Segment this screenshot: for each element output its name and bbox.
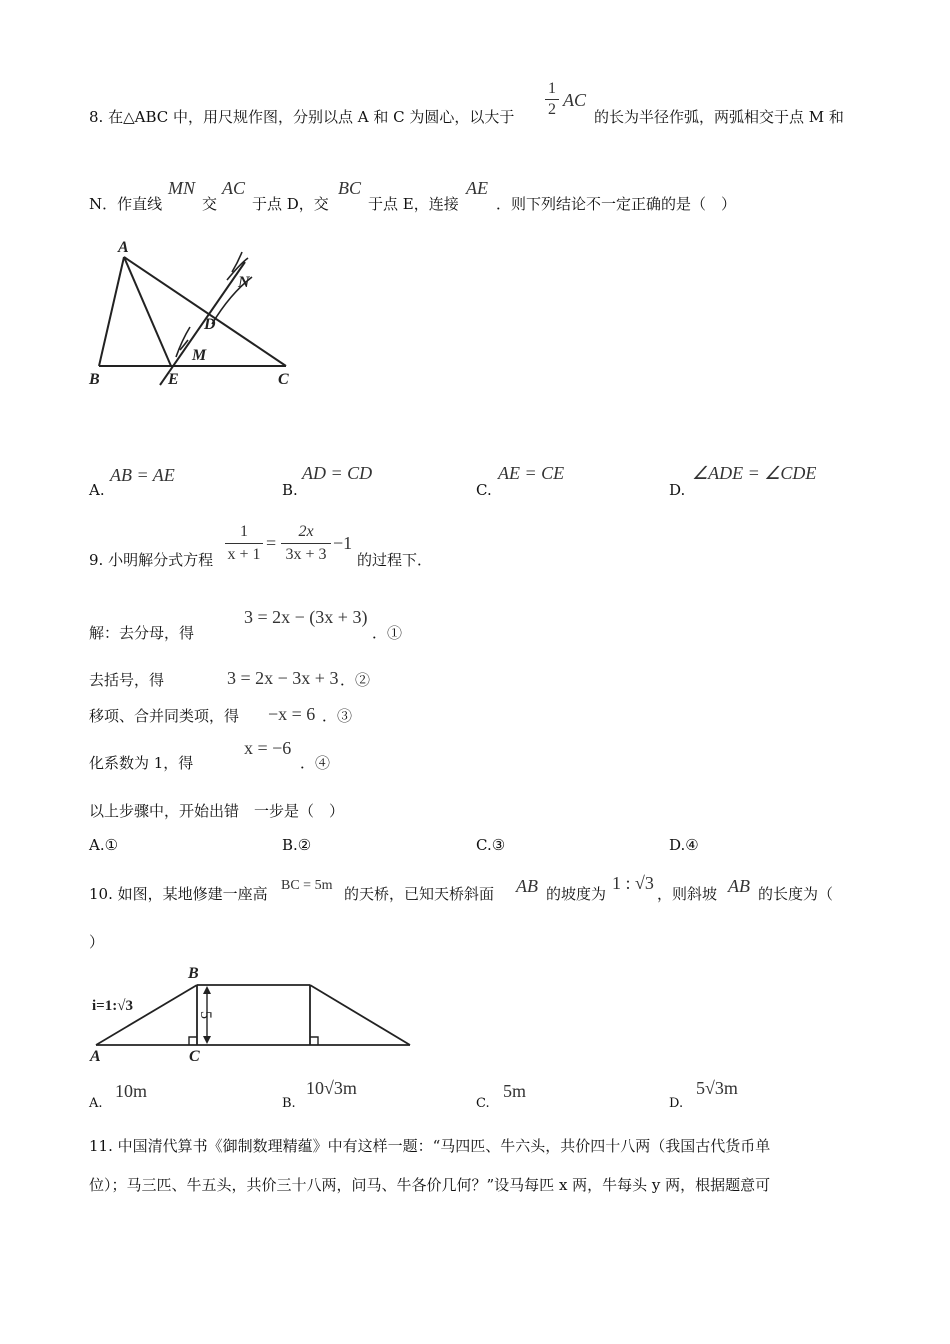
q8-line2-start: N．作直线 bbox=[89, 195, 163, 213]
q9-option-c-value: ③ bbox=[491, 836, 506, 854]
q10-bc-expr: BC = 5m bbox=[281, 878, 333, 893]
q10-suffix: 的长度为（ bbox=[758, 885, 834, 903]
q10-mid1: 的天桥，已知天桥斜面 bbox=[344, 885, 495, 903]
q8-option-d-letter: D. bbox=[669, 481, 686, 499]
q10-slope-ab bbox=[96, 985, 197, 1045]
q9-step4-mark: ．④ bbox=[300, 754, 331, 772]
q9-option-b-value: ② bbox=[297, 836, 312, 854]
q9-lhs-den: x + 1 bbox=[227, 546, 261, 563]
q10-option-d-value: 5√3m bbox=[696, 1078, 738, 1098]
q10-prefix: 10. 如图，某地修建一座高 bbox=[89, 885, 268, 903]
q10-height-label: 5 bbox=[197, 1011, 214, 1019]
q11-line1: 11. 中国清代算书《御制数理精蕴》中有这样一题：“马四匹、牛六头，共价四十八两（我国古代货币单 bbox=[89, 1137, 771, 1155]
q9-option-d-value: ④ bbox=[685, 836, 699, 854]
q9-rhs-tail: −1 bbox=[333, 533, 353, 553]
q9-lhs-fraction bbox=[225, 523, 263, 564]
q8-option-b-letter: B. bbox=[282, 481, 298, 499]
q8-line1-suffix: 的长为半径作弧，两弧相交于点 M 和 bbox=[594, 108, 844, 126]
q9-option-a-value: ① bbox=[104, 836, 119, 854]
q10-option-b-letter: B. bbox=[282, 1096, 296, 1111]
q9-prefix: 9. 小明解分式方程 bbox=[89, 551, 214, 569]
q10-option-c-letter: C. bbox=[476, 1096, 490, 1111]
q10-slope-label: i=1:√3 bbox=[92, 998, 133, 1014]
q9-option-c bbox=[476, 835, 505, 855]
q8-frac-bar bbox=[545, 99, 559, 100]
q9-equals: = bbox=[266, 533, 277, 553]
q10-option-a-value: 10m bbox=[115, 1081, 148, 1101]
q8-option-a-letter: A. bbox=[89, 481, 105, 499]
q8-option-a-expr: AB = AE bbox=[110, 465, 175, 485]
q8-triangle-figure bbox=[80, 232, 310, 392]
q10-arrow-up bbox=[203, 986, 211, 994]
q8-ac: AC bbox=[222, 178, 246, 198]
q9-step3-expr: −x = 6 bbox=[268, 704, 316, 724]
q8-line1-prefix: 8. 在△ABC 中，用尺规作图，分别以点 A 和 C 为圆心，以大于 bbox=[89, 108, 515, 126]
q10-line2: ） bbox=[89, 933, 105, 951]
q8-ae: AE bbox=[466, 178, 488, 198]
q9-question: 以上步骤中，开始出错 一步是（ ） bbox=[89, 802, 345, 820]
q8-bc: BC bbox=[338, 178, 362, 198]
q10-option-b-value: 10√3m bbox=[306, 1078, 357, 1098]
q9-rhs-num: 2x bbox=[298, 523, 314, 540]
q10-arrow-down bbox=[203, 1036, 211, 1044]
q10-label-b: B bbox=[188, 965, 199, 982]
q8-mn: MN bbox=[168, 178, 195, 198]
q10-bridge-figure bbox=[85, 962, 420, 1064]
q8-label-a: A bbox=[118, 239, 129, 256]
q8-frac-num: 1 bbox=[548, 80, 556, 97]
q8-option-b-expr: AD = CD bbox=[302, 463, 373, 483]
q8-yudian-e: 于点 E，连接 bbox=[368, 195, 459, 213]
q9-lhs-num: 1 bbox=[240, 523, 248, 540]
q9-option-c-letter: C. bbox=[476, 836, 492, 854]
q9-step2-expr: 3 = 2x − 3x + 3 bbox=[227, 668, 339, 688]
q10-option-c-value: 5m bbox=[503, 1081, 527, 1101]
q8-option-c-letter: C. bbox=[476, 481, 492, 499]
q10-mid3: ，则斜坡 bbox=[657, 885, 718, 903]
q9-step3-label: 移项、合并同类项，得 bbox=[89, 707, 240, 725]
q8-yudian-d: 于点 D，交 bbox=[252, 195, 329, 213]
q9-rhs-bar bbox=[281, 543, 331, 544]
q9-step1-label: 解：去分母，得 bbox=[89, 624, 195, 642]
q11-line2: 位）；马三匹、牛五头，共价三十八两，问马、牛各价几何？”设马每匹 x 两，牛每头 y 两，根据题意可 bbox=[89, 1176, 771, 1194]
q8-label-b: B bbox=[89, 371, 100, 388]
q9-option-a bbox=[89, 835, 118, 855]
q8-label-c: C bbox=[278, 371, 289, 388]
q10-mid2: 的坡度为 bbox=[546, 885, 607, 903]
q10-option-d-letter: D. bbox=[669, 1096, 684, 1111]
q9-suffix: 的过程下． bbox=[357, 551, 433, 569]
q8-option-d-expr: ∠ADE = ∠CDE bbox=[692, 463, 817, 483]
q8-option-c-expr: AE = CE bbox=[498, 463, 565, 483]
q10-ab1: AB bbox=[516, 876, 538, 896]
q10-label-c: C bbox=[189, 1048, 200, 1064]
q9-step4-expr: x = −6 bbox=[244, 738, 292, 758]
q9-rhs-den: 3x + 3 bbox=[285, 546, 327, 563]
q9-rhs-fraction bbox=[281, 523, 331, 564]
q9-step2-label: 去括号，得 bbox=[89, 671, 165, 689]
q10-slope: 1 : √3 bbox=[612, 873, 654, 893]
q10-right-angle-c bbox=[189, 1037, 197, 1045]
q9-option-d bbox=[669, 835, 699, 855]
q10-ab2: AB bbox=[728, 876, 750, 896]
q9-option-a-letter: A. bbox=[89, 836, 105, 854]
q10-slope-right bbox=[310, 985, 410, 1045]
q9-option-b-letter: B. bbox=[282, 836, 298, 854]
q8-line2-end: ．则下列结论不一定正确的是（ ） bbox=[496, 195, 737, 213]
q8-jiao1: 交 bbox=[202, 195, 218, 213]
q9-step3-mark: ．③ bbox=[322, 707, 353, 725]
q9-step1-mark: ．① bbox=[372, 624, 403, 642]
q10-label-a: A bbox=[90, 1048, 101, 1064]
q10-option-a-letter: A. bbox=[89, 1096, 103, 1111]
q9-step1-expr: 3 = 2x − (3x + 3) bbox=[244, 607, 368, 627]
q9-option-d-letter: D. bbox=[669, 836, 686, 854]
q8-label-n: N bbox=[238, 274, 250, 291]
q9-step4-label: 化系数为 1，得 bbox=[89, 754, 194, 772]
q8-side-ab bbox=[99, 257, 124, 366]
q8-label-d: D bbox=[204, 316, 216, 333]
q8-label-m: M bbox=[192, 347, 207, 364]
q8-frac-den: 2 bbox=[548, 101, 556, 118]
q9-option-b bbox=[282, 835, 311, 855]
q8-frac-expr: AC bbox=[563, 90, 587, 110]
q8-fraction bbox=[545, 80, 559, 119]
q9-lhs-bar bbox=[225, 543, 263, 544]
q10-right-angle-right bbox=[310, 1037, 318, 1045]
q8-label-e: E bbox=[168, 371, 179, 388]
q9-step2-mark: ．② bbox=[340, 671, 371, 689]
